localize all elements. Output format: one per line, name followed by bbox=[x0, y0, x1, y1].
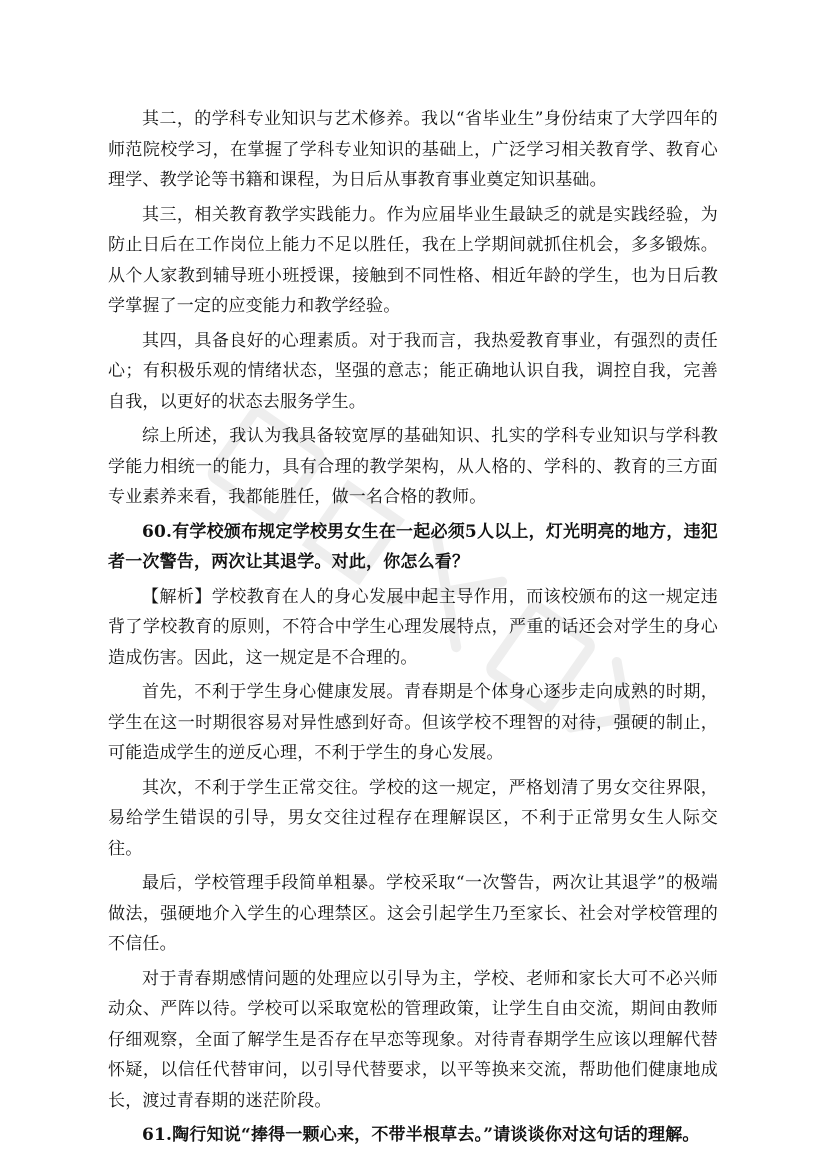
paragraph-summary: 综上所述，我认为我具备较宽厚的基础知识、扎实的学科专业知识与学科教学能力相统一的能力，具有合理的教学架构，从人格的、学科的、教育的三方面专业素养来看，我都能胜任，做一名合格的教师。 bbox=[108, 426, 718, 507]
paragraph-third-point: 最后，学校管理手段简单粗暴。学校采取“一次警告，两次让其退学”的极端做法，强硬地介入学生的心理禁区。这会引起学生乃至家长、社会对学校管理的不信任。 bbox=[108, 873, 718, 954]
question-61: 61.陶行知说“捧得一颗心来，不带半根草去。”请谈谈你对这句话的理解。 bbox=[142, 1125, 700, 1145]
paragraph-first-point: 首先，不利于学生身心健康发展。青春期是个体身心逐步走向成熟的时期，学生在这一时期很容易对异性感到好奇。但该学校不理智的对待，强硬的制止，可能造成学生的逆反心理，不利于学生的身心发展。 bbox=[108, 682, 718, 763]
paragraph-practice-ability: 其三，相关教育教学实践能力。作为应届毕业生最缺乏的就是实践经验，为防止日后在工作岗位上能力不足以胜任，我在上学期间就抓住机会，多多锻炼。从个人家教到辅导班小班授课，接触到不同性格、相近年龄的学生，也为日后教学掌握了一定的应变能力和教学经验。 bbox=[108, 204, 718, 316]
document-body bbox=[108, 104, 718, 1155]
question-60: 60.有学校颁布规定学校男女生在一起必须5人以上，灯光明亮的地方，违犯者一次警告，两次让其退学。对此，你怎么看？ bbox=[108, 521, 718, 572]
paragraph-discipline-knowledge: 其二，的学科专业知识与艺术修养。我以“省毕业生”身份结束了大学四年的师范院校学习，在掌握了学科专业知识的基础上，广泛学习相关教育学、教育心理学、教学论等书籍和课程，为日后从事教育事业奠定知识基础。 bbox=[108, 109, 718, 190]
paragraph-psychological-quality: 其四，具备良好的心理素质。对于我而言，我热爱教育事业，有强烈的责任心；有积极乐观的情绪状态，坚强的意志；能正确地认识自我，调控自我，完善自我，以更好的状态去服务学生。 bbox=[108, 330, 718, 412]
paragraph-analysis-intro: 【解析】学校教育在人的身心发展中起主导作用，而该校颁布的这一规定违背了学校教育的原则，不符合中学生心理发展特点，严重的话还会对学生的身心造成伤害。因此，这一规定是不合理的。 bbox=[108, 586, 718, 668]
paragraph-conclusion: 对于青春期感情问题的处理应以引导为主，学校、老师和家长大可不必兴师动众、严阵以待。学校可以采取宽松的管理政策，让学生自由交流，期间由教师仔细观察，全面了解学生是否存在早恋等现象。对待青春期学生应该以理解代替怀疑，以信任代替审问，以引导代替要求，以平等换来交流，帮助他们健康地成长，渡过青春期的迷茫阶段。 bbox=[108, 968, 718, 1111]
paragraph-second-point: 其次，不利于学生正常交往。学校的这一规定，严格划清了男女交往界限，易给学生错误的引导，男女交往过程存在理解误区，不利于正常男女生人际交往。 bbox=[108, 777, 718, 859]
